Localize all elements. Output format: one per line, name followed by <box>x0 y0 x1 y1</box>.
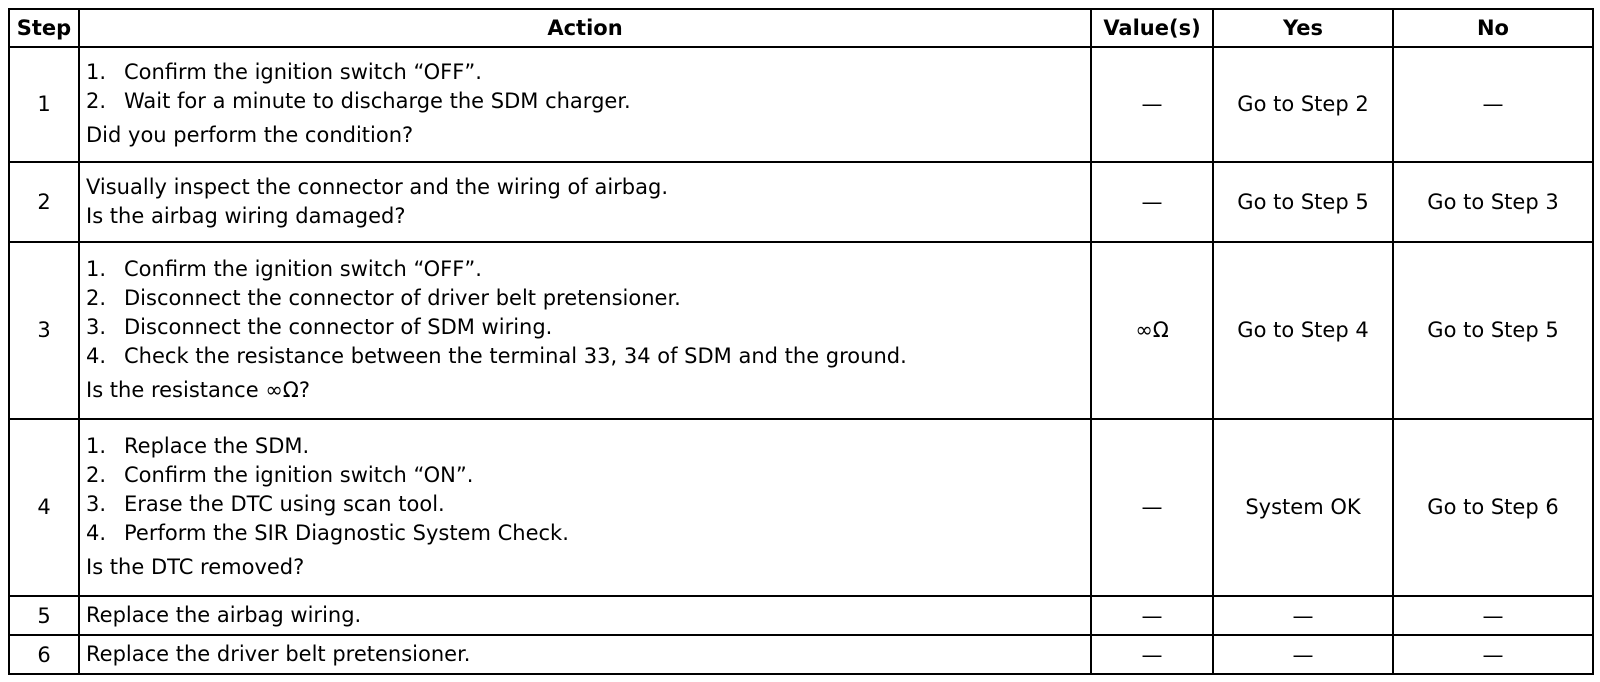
value-cell: — <box>1091 47 1213 162</box>
action-step: 1. Confirm the ignition switch “OFF”. <box>86 257 482 282</box>
no-cell: — <box>1393 596 1593 635</box>
value-cell: — <box>1091 635 1213 674</box>
action-step: 2. Disconnect the connector of driver belt pretensioner. <box>86 286 681 311</box>
action-step: 3. Disconnect the connector of SDM wiring. <box>86 315 553 340</box>
no-cell: Go to Step 6 <box>1393 419 1593 596</box>
action-cell <box>79 596 1091 635</box>
action-cell <box>79 635 1091 674</box>
table-row <box>9 162 1593 242</box>
table-row <box>9 47 1593 162</box>
diagnostic-table <box>8 8 1594 675</box>
header-row <box>9 9 1593 47</box>
header-step: Step <box>9 9 79 47</box>
table-row <box>9 242 1593 419</box>
step-cell: 4 <box>9 419 79 596</box>
no-cell: — <box>1393 47 1593 162</box>
action-step: 2. Wait for a minute to discharge the SDM charger. <box>86 89 631 114</box>
step-cell: 1 <box>9 47 79 162</box>
yes-cell: Go to Step 2 <box>1213 47 1393 162</box>
action-step: 4. Check the resistance between the terminal 33, 34 of SDM and the ground. <box>86 344 907 369</box>
header-no: No <box>1393 9 1593 47</box>
step-cell: 5 <box>9 596 79 635</box>
step-cell: 3 <box>9 242 79 419</box>
yes-cell: — <box>1213 596 1393 635</box>
no-cell: Go to Step 5 <box>1393 242 1593 419</box>
action-step: Replace the driver belt pretensioner. <box>86 642 471 667</box>
step-cell: 2 <box>9 162 79 242</box>
action-cell <box>79 47 1091 162</box>
action-cell <box>79 419 1091 596</box>
action-step: 1. Confirm the ignition switch “OFF”. <box>86 60 482 85</box>
no-cell: — <box>1393 635 1593 674</box>
header-action: Action <box>79 9 1091 47</box>
yes-cell: System OK <box>1213 419 1393 596</box>
header-yes: Yes <box>1213 9 1393 47</box>
action-cell <box>79 162 1091 242</box>
action-step: 3. Erase the DTC using scan tool. <box>86 492 445 517</box>
action-question: Is the airbag wiring damaged? <box>86 203 406 228</box>
yes-cell: Go to Step 5 <box>1213 162 1393 242</box>
no-cell: Go to Step 3 <box>1393 162 1593 242</box>
action-question: Is the resistance ∞Ω? <box>86 378 310 403</box>
yes-cell: Go to Step 4 <box>1213 242 1393 419</box>
action-step: Visually inspect the connector and the wiring of airbag. <box>86 174 669 199</box>
step-cell: 6 <box>9 635 79 674</box>
header-values: Value(s) <box>1091 9 1213 47</box>
value-cell: — <box>1091 419 1213 596</box>
action-question: Is the DTC removed? <box>86 555 305 580</box>
value-cell: ∞Ω <box>1091 242 1213 419</box>
value-cell: — <box>1091 162 1213 242</box>
table-row <box>9 596 1593 635</box>
action-step: Replace the airbag wiring. <box>86 603 362 628</box>
yes-cell: — <box>1213 635 1393 674</box>
value-cell: — <box>1091 596 1213 635</box>
action-question: Did you perform the condition? <box>86 123 414 148</box>
action-step: 2. Confirm the ignition switch “ON”. <box>86 463 474 488</box>
table-row <box>9 419 1593 596</box>
table-row <box>9 635 1593 674</box>
action-step: 4. Perform the SIR Diagnostic System Check. <box>86 521 569 546</box>
action-cell <box>79 242 1091 419</box>
action-step: 1. Replace the SDM. <box>86 434 310 459</box>
